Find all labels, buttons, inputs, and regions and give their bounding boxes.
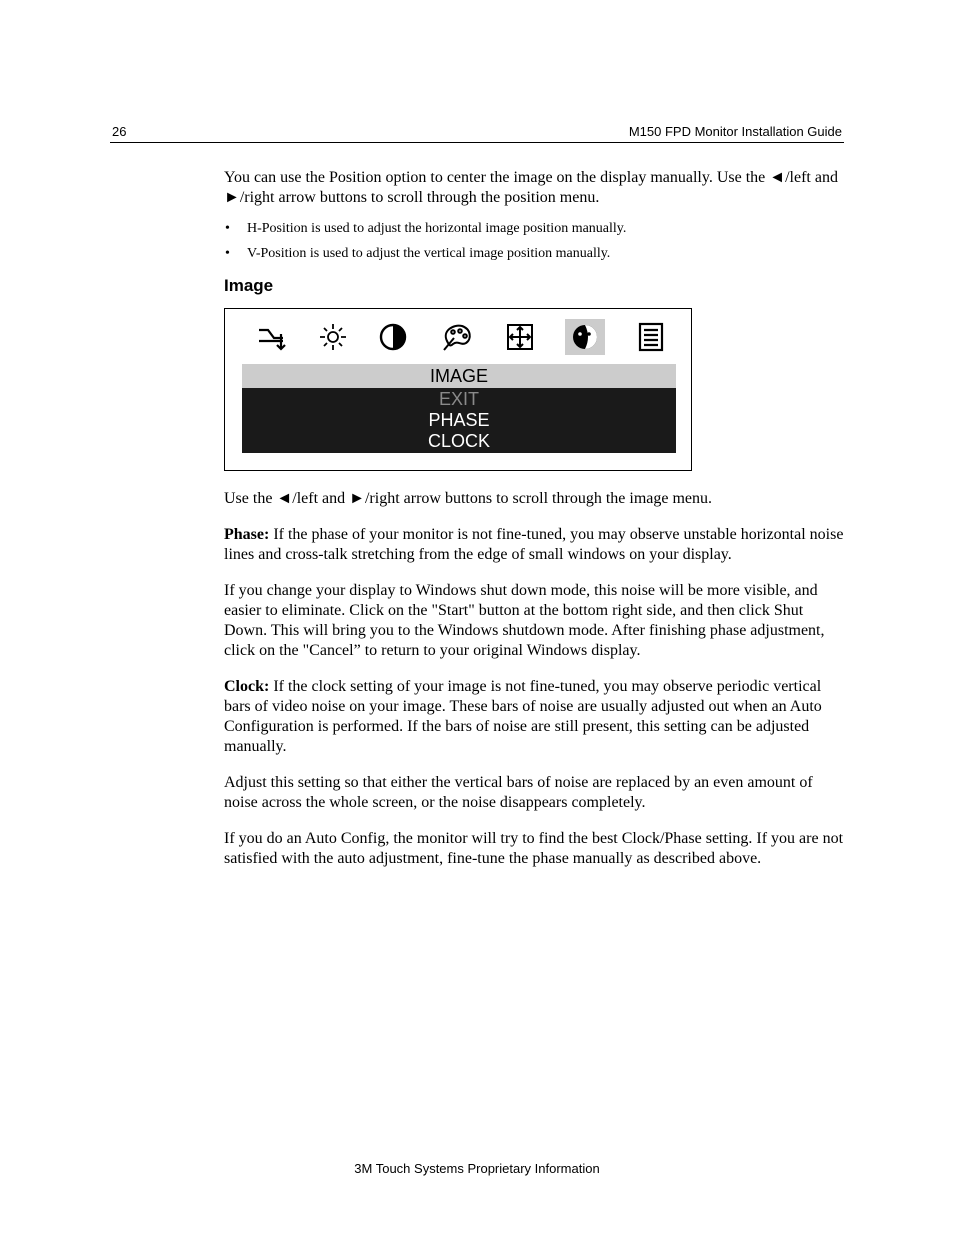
page-header — [110, 124, 844, 143]
clock-paragraph — [224, 677, 844, 757]
osd-item-clock: CLOCK — [427, 431, 490, 451]
color-palette-icon — [437, 319, 477, 355]
phase-text: If the phase of your monitor is not fine-tuned, you may observe unstable horizontal noise lines and cross-talk stretching from the edge of small windows on your display. — [224, 526, 844, 563]
osd-item-exit: EXIT — [438, 389, 479, 409]
osd-item-phase: PHASE — [428, 410, 490, 430]
bullet-glyph: • — [225, 221, 230, 236]
osd-menu-title: IMAGE — [242, 364, 676, 388]
phase-paragraph — [224, 525, 844, 565]
list-item: • V-Position is used to adjust the vertical image position manually. — [225, 246, 611, 261]
autoconfig-paragraph: If you do an Auto Config, the monitor will try to find the best Clock/Phase setting. If you are not satisfied with the auto adjustment, fine-tune the phase manually as described above. — [224, 830, 844, 867]
page-content — [224, 168, 844, 885]
osd-menu-list — [242, 388, 676, 453]
shutdown-paragraph: If you change your display to Windows shut down mode, this noise will be more visible, and easier to eliminate. Click on the "Start" button at the bottom right side, and then click Shut Down. This will bring you to the Windows shutdown mode. After finishing phase adjustment, click on the "Cancel” to return to your original Windows display. — [224, 582, 825, 659]
page-number: 26 — [112, 124, 127, 139]
bullet-glyph: • — [225, 246, 230, 261]
image-face-icon — [565, 319, 605, 355]
clock-text: If the clock setting of your image is not fine-tuned, you may observe periodic vertical bars of video noise on your image. These bars of noise are usually adjusted out when an Auto Configuration is performed. If the bars of noise are still present, this setting can be adjusted manually. — [224, 678, 822, 755]
osd-menu-figure — [224, 308, 692, 471]
phase-label: Phase: — [224, 526, 270, 543]
adjust-paragraph: Adjust this setting so that either the vertical bars of noise are replaced by an even amount of noise across the whole screen, or the noise disappears completely. — [224, 774, 813, 811]
list-item: • H-Position is used to adjust the horizontal image position manually. — [225, 221, 627, 236]
document-title: M150 FPD Monitor Installation Guide — [628, 124, 842, 139]
contrast-half-circle-icon — [373, 319, 413, 355]
brightness-sun-icon — [313, 319, 353, 355]
input-select-icon — [251, 319, 291, 355]
position-intro: You can use the Position option to center the image on the display manually. Use the ◄/left and ►/right arrow buttons to scroll through the position menu. — [224, 169, 838, 206]
page-footer: 3M Touch Systems Proprietary Information — [354, 1161, 600, 1176]
clock-label: Clock: — [224, 678, 270, 695]
position-cross-icon — [500, 319, 540, 355]
image-intro: Use the ◄/left and ►/right arrow buttons to scroll through the image menu. — [224, 490, 713, 507]
position-bullet-list — [224, 220, 844, 262]
section-heading-image: Image — [224, 276, 274, 295]
menu-list-icon — [631, 319, 671, 355]
